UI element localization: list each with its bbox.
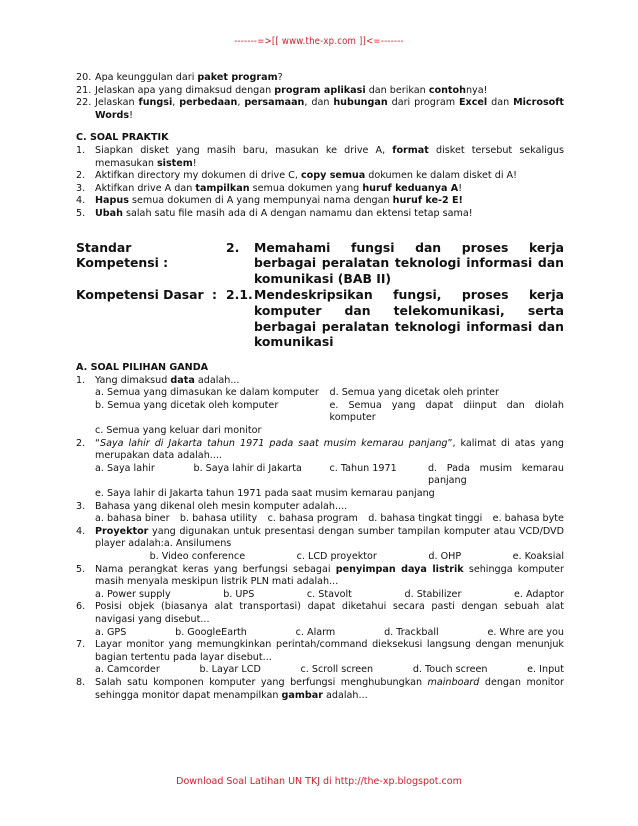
- question-6-options: a. GPS b. GoogleEarth c. Alarm d. Trackball e. Whre are you: [95, 626, 564, 638]
- question-4: 4. Proyektor yang digunakan untuk presentasi dengan sumber tampilan komputer atau VCD/DVD player adalah:a. Ansilumens b. Video conference c. LCD proyektor d. OHP e. Koaksial: [76, 525, 564, 563]
- essay-item-22: 22. Jelaskan fungsi, perbedaan, persamaan, dan hubungan dari program Excel dan Microsoft Words!: [76, 97, 564, 121]
- essay-item-20: 20. Apa keunggulan dari paket program?: [76, 72, 283, 83]
- section-title-pilihan-ganda: A. SOAL PILIHAN GANDA: [76, 362, 209, 374]
- competency-block: [76, 240, 564, 351]
- footer-banner: Download Soal Latihan UN TKJ di http://the-xp.blogspot.com: [176, 776, 462, 787]
- question-1: 1. Yang dimaksud data adalah... a. Semua yang dimasukan ke dalam komputer d. Semua yang dicetak oleh printer b. Semua yang dicetak oleh komputer e. Semua yang dapat diinput dan diolah komputer c. Semua yang keluar dari monitor: [76, 374, 564, 437]
- question-2-options: a. Saya lahir b. Saya lahir di Jakarta c. Tahun 1971 d. Pada musim kemarau panjang e. Saya lahir di Jakarta tahun 1971 pada saat musim kemarau panjang: [95, 462, 564, 500]
- praktik-item-5: 5. Ubah salah satu file masih ada di A dengan namamu dan ektensi tetap sama!: [76, 207, 473, 219]
- question-7: 7. Layar monitor yang memungkinkan perintah/command dieksekusi langsung dengan menunjuk bagian tertentu pada layar disebut... a. Camcorder b. Layar LCD c. Scroll screen d. Touch screen e. Input: [76, 639, 564, 676]
- question-2: 2. “Saya lahir di Jakarta tahun 1971 pada saat musim kemarau panjang”, kalimat di atas yang merupakan data adalah.... a. Saya lahir b. Saya lahir di Jakarta c. Tahun 1971 d. Pada musim kemarau panjang e. Saya lahir di Jakarta tahun 1971 pada saat musim kemarau panjang: [76, 437, 564, 500]
- question-3-options: a. bahasa biner b. bahasa utility c. bahasa program d. bahasa tingkat tinggi e. bahasa byte: [95, 513, 564, 525]
- question-7-options: a. Camcorder b. Layar LCD c. Scroll screen d. Touch screen e. Input: [95, 664, 564, 676]
- section-title-praktik: C. SOAL PRAKTIK: [76, 132, 169, 144]
- standar-kompetensi: Standar Kompetensi : 2. Memahami fungsi dan proses kerja berbagai peralatan teknologi informasi dan komunikasi (BAB II): [76, 239, 564, 287]
- praktik-item-2: 2. Aktifkan directory my dokumen di drive C, copy semua dokumen ke dalam disket di A!: [76, 170, 517, 182]
- question-5-options: a. Power supply b. UPS c. Stavolt d. Stabilizer e. Adaptor: [95, 588, 564, 600]
- question-4-options: b. Video conference c. LCD proyektor d. OHP e. Koaksial: [149, 551, 564, 563]
- header-banner: -------=>[[ www.the-xp.com ]]<=-------: [234, 36, 404, 47]
- praktik-item-3: 3. Aktifkan drive A dan tampilkan semua dokumen yang huruf keduanya A!: [76, 182, 463, 194]
- essay-item-21: 21. Jelaskan apa yang dimaksud dengan program aplikasi dan berikan contohnya!: [76, 84, 488, 96]
- question-6: 6. Posisi objek (biasanya alat transportasi) dapat diketahui secara pasti dengan sebuah alat navigasi yang disebut... a. GPS b. GoogleEarth c. Alarm d. Trackball e. Whre are you: [76, 601, 564, 638]
- praktik-item-4: 4. Hapus semua dokumen di A yang mempunyai nama dengan huruf ke-2 E!: [76, 195, 463, 207]
- praktik-item-1: 1. Siapkan disket yang masih baru, masukan ke drive A, format disket tersebut sekaligus memasukan sistem!: [76, 144, 564, 169]
- question-5: 5. Nama perangkat keras yang berfungsi sebagai penyimpan daya listrik sehingga komputer masih menyala meskipun listrik PLN mati adalah... a. Power supply b. UPS c. Stavolt d. Stabilizer e. Adaptor: [76, 563, 564, 600]
- question-1-options: a. Semua yang dimasukan ke dalam komputer d. Semua yang dicetak oleh printer b. Semua yang dicetak oleh komputer e. Semua yang dapat diinput dan diolah komputer c. Semua yang keluar dari monitor: [95, 387, 564, 437]
- question-8: 8. Salah satu komponen komputer yang berfungsi menghubungkan mainboard dengan monitor sehingga monitor dapat menampilkan gambar adalah...: [76, 676, 564, 701]
- content: [76, 72, 564, 702]
- kompetensi-dasar: Kompetensi Dasar : 2.1. Mendeskripsikan fungsi, proses kerja komputer dan telekomunikasi, serta berbagai peralatan teknologi informasi dan komunikasi: [76, 286, 564, 350]
- question-3: 3. Bahasa yang dikenal oleh mesin komputer adalah.... a. bahasa biner b. bahasa utility c. bahasa program d. bahasa tingkat tinggi e. bahasa byte: [76, 500, 564, 525]
